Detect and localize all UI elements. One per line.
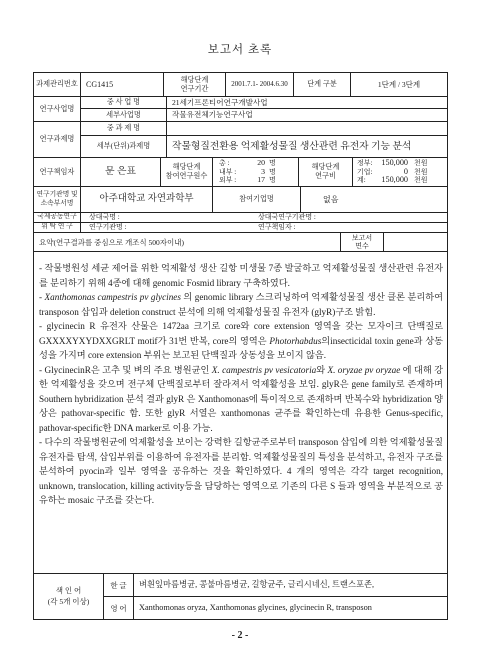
summary-bullet-text: - 작물병원성 세균 제어를 위한 억제활성 생산 길항 미생물 7종 발굴하고 억제활성물질 생산관련 유전자를 분리하기 위해 4종에 대해 genomic Fosmid library 구축하였다. (39, 263, 443, 288)
company-label: 참여기업명 (213, 187, 301, 213)
period-label-line1: 해당단계 (180, 75, 209, 84)
budget-amounts (353, 158, 448, 187)
budget-company-amount: 0 (403, 166, 408, 176)
intl-label: 국제공동연구 (34, 213, 81, 223)
summary-bullet-text: 와 (316, 364, 328, 375)
commission-institution-label: 연구기관명 : (89, 223, 127, 231)
korean-keywords: 벼흰잎마름병균, 콩불마름병균, 길항균주, 글리시네신, 트랜스포존, (134, 574, 448, 597)
institution-name: 아주대학교 자연과학부 (81, 187, 213, 213)
summary-bullet-text: 의 genomic library 스크리닝하여 억제활성물질 생산 클론 분리하여 transposon 삽입과 deletion construct 분석에 의해 억제활성물질 유전자 (glyR)구조 밝힘. (39, 292, 444, 317)
budget-total-label: 계: (357, 176, 366, 185)
summary-bullet-text: 에 대해 강한 억제활성을 갖으며 전구체 단백질로부터 잘라져서 억제활성을 보임. glyR은 gene family로 존재하며 Southern hybridization 분석 결과 glyR 은 Xanthomonas에 특이적으로 존재하며 반복수와 hybridization 양상은 pathovar-specific 함. 또한 glyR 서열은 xanthomonas 균주를 확인하는데 유용한 Genus-specific, pathovar-specific한 DNA marker로 이용 가능. (39, 364, 443, 433)
budget-total-amount: 150,000 (381, 175, 408, 185)
main-program-label: 중 사 업 명 (81, 97, 167, 109)
commission-values (81, 223, 448, 233)
staff-label-line2: 참여연구원수 (165, 172, 208, 180)
summary-bullet-text: - (39, 292, 45, 302)
staff-external-row (213, 176, 298, 185)
institution-label (34, 187, 81, 213)
staff-total-count: 20 (257, 158, 265, 167)
budget-government-label: 정부: (357, 158, 373, 167)
english-keywords-label: 영 어 (104, 597, 134, 620)
sub-program-name: 작물유전체기능연구사업 (167, 109, 448, 122)
keywords-label-line2: (각 5개 이상) (47, 596, 90, 606)
page-count-label-line2: 면수 (355, 242, 369, 250)
summary-bullet-text: - 다수의 작물병원균에 억제활성을 보이는 강력한 길항균주로부터 transposon 삽입에 의한 억제활성물질 유전자를 탐색, 삽입부위를 이용하여 유전자를 분리함. 억제활성물질의 특성을 분석하고, 유전자 구조를 분석하여 pyocin과 일부 영역을 공유하는 것을 확인하였다. 4 개의 영역은 각각 target recognition, unknown, translocation, killing activity등을 담당하는 영역으로 기존의 다른 S 들과 영역을 부분적으로 공유하는 mosaic 구조를 갖는다. (39, 437, 443, 505)
intl-institution-label: 상대국연구기관명 : (258, 213, 316, 221)
budget-government-unit: 천원 (414, 158, 428, 167)
budget-total-row (353, 176, 447, 185)
sub-project-name: 작물형질전환용 억제활성물질 생산관련 유전자 기능 분석 (167, 136, 448, 158)
page-number: - 2 - (231, 630, 249, 641)
intl-values (81, 213, 448, 223)
staff-internal-label: 내부 : (219, 167, 237, 176)
budget-total-unit: 천원 (414, 176, 428, 185)
summary-bullet (39, 290, 443, 319)
commission-pi-label: 연구책임자 : (258, 223, 296, 231)
budget-government-row (353, 159, 447, 168)
budget-label-line2: 연구비 (315, 172, 336, 180)
institution-label-line1: 연구기관명 및 (36, 191, 78, 199)
period-label-line2: 연구기간 (180, 84, 209, 93)
summary-bullet (39, 319, 443, 363)
budget-label-line1: 해당단계 (311, 163, 340, 172)
main-program-name: 21세기프론티어연구개발사업 (167, 97, 448, 109)
stage-label: 단계 구분 (294, 73, 351, 97)
budget-label (299, 158, 353, 187)
period-label (164, 73, 226, 97)
staff-counts (213, 158, 299, 187)
report-summary-form (33, 72, 448, 620)
staff-external-label: 외부 : (219, 176, 237, 185)
project-label: 연구과제명 (34, 122, 81, 158)
staff-label-line1: 해당단계 (172, 163, 201, 172)
main-project-name (167, 122, 448, 136)
pi-label: 연구책임자 (34, 158, 81, 187)
staff-total-unit: 명 (269, 158, 276, 167)
project-number-label: 과제관리번호 (34, 73, 81, 97)
page-count-label (341, 233, 384, 252)
summary-body (34, 252, 448, 574)
keywords-label-line1: 색 인 어 (55, 585, 82, 595)
staff-total-label: 총 : (219, 158, 230, 167)
species-name: X. oryzae pv oryzae (327, 364, 401, 375)
summary-bullet-text: - GlycinecinR은 고추 및 벼의 주요 병원균인 (39, 364, 212, 375)
company-name: 없음 (301, 187, 448, 213)
english-keywords: Xanthomonas oryza, Xanthomonas glycines, glycinecin R, transposon (134, 597, 448, 620)
summary-bullet (39, 261, 443, 290)
summary-bullet (39, 435, 443, 508)
budget-government-amount: 150,000 (381, 158, 408, 167)
project-number: CG1415 (81, 73, 164, 97)
staff-label (161, 158, 213, 187)
stage-value: 1단계 / 3단계 (351, 73, 448, 97)
budget-company-label: 기업: (357, 167, 373, 176)
korean-keywords-label: 한 글 (104, 574, 134, 597)
sub-program-label: 세부사업명 (81, 109, 167, 122)
budget-company-unit: 천원 (414, 167, 428, 176)
summary-bullet-text: 의insecticidal toxin gene과 상동성을 가지며 core extension 부위는 보고된 단백질과 상동성을 보이지 않음. (39, 335, 443, 360)
keywords-label (34, 574, 104, 620)
species-name: Xanthomonas campestris pv glycines (44, 292, 181, 302)
commission-label: 위 탁 연 구 (34, 223, 81, 233)
page-count-label-line1: 보고서 (351, 233, 373, 242)
species-name: X. campestris pv vesicatoria (211, 364, 317, 375)
staff-internal-count: 3 (261, 166, 265, 176)
staff-external-unit: 명 (269, 176, 276, 185)
main-project-label: 중 과 제 명 (81, 122, 167, 136)
pi-name: 문 은표 (81, 158, 161, 187)
summary-bullet-text: - glycinecin R 유전자 산물은 1472aa 크기로 core와 core extension 영역을 갖는 모자이크 단백질로 GXXXXYXYDXXGRLT motif가 31번 반복, core의 영역은 (39, 321, 443, 346)
intl-country-label: 상대국명 : (89, 213, 120, 221)
summary-label: 요약(연구결과를 중심으로 개조식 500자이내) (34, 233, 341, 252)
research-period: 2001.7.1- 2004.6.30 (226, 73, 294, 97)
institution-label-line2: 소속부서명 (40, 199, 74, 207)
program-label: 연구사업명 (34, 97, 81, 122)
page-count-value (384, 233, 448, 252)
staff-internal-unit: 명 (269, 167, 276, 176)
page-title: 보고서 초록 (207, 44, 273, 56)
staff-total-row (213, 159, 298, 168)
genus-name: Photorhabdus (269, 335, 322, 346)
sub-project-label: 세부(단위)과제명 (81, 136, 167, 158)
summary-bullet (39, 363, 443, 436)
staff-external-count: 17 (257, 175, 265, 185)
